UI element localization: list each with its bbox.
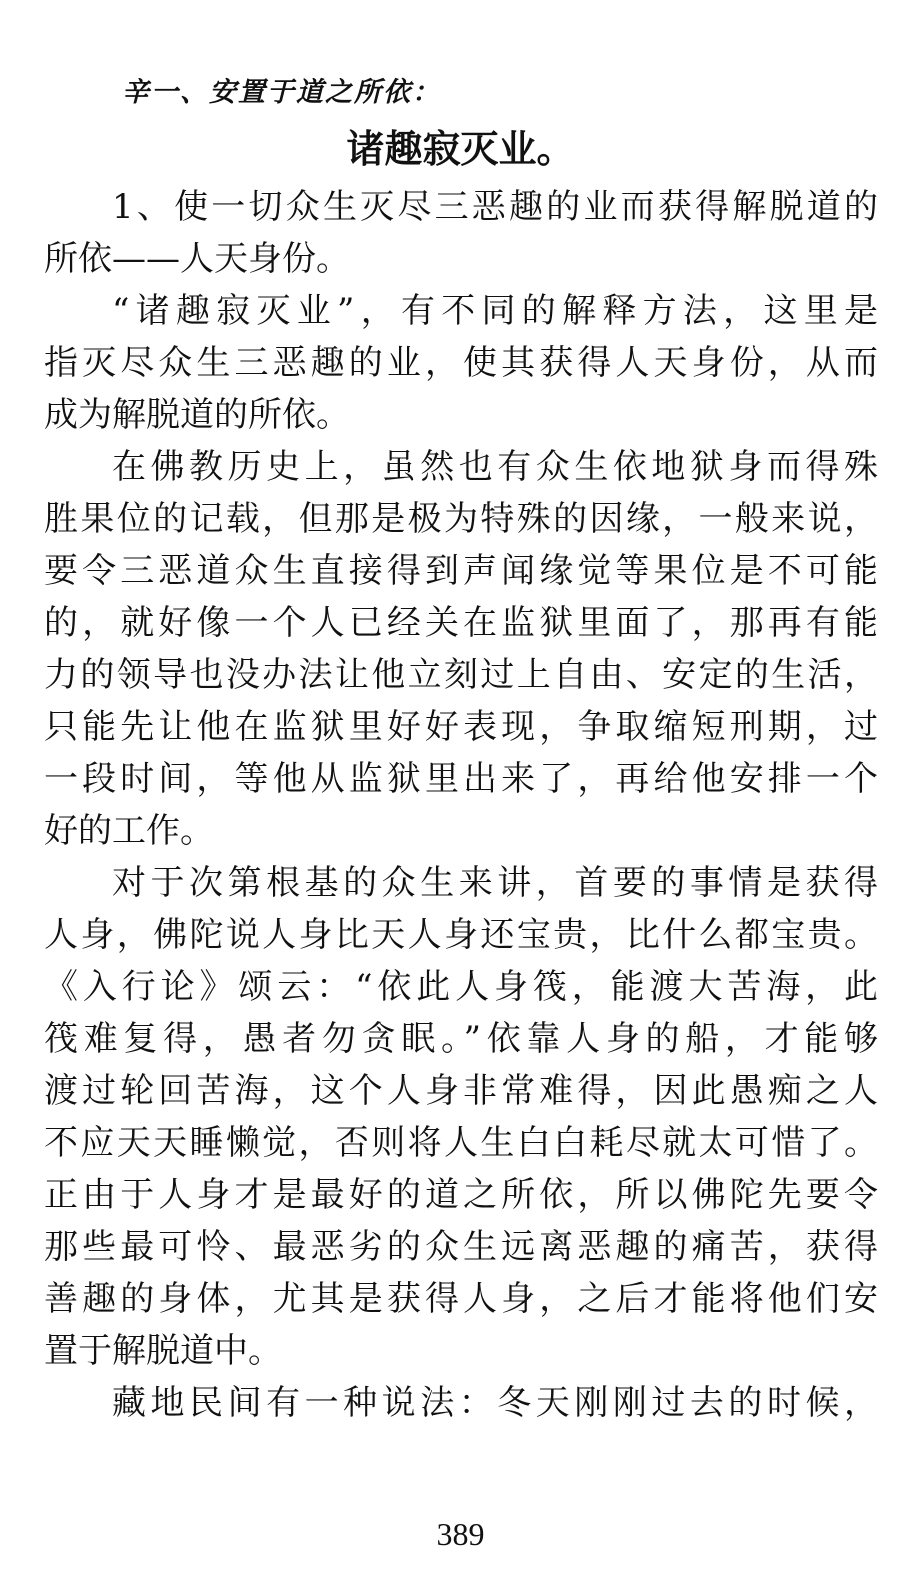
text-line: 力的领导也没办法让他立刻过上自由、安定的生活， [44, 655, 878, 695]
text-line: 好的工作。 [44, 811, 214, 851]
text-line: 所依——人天身份。 [44, 239, 350, 279]
text-line: 渡过轮回苦海，这个人身非常难得，因此愚痴之人 [44, 1071, 878, 1111]
text-line: 藏地民间有一种说法：冬天刚刚过去的时候， [112, 1383, 878, 1423]
verse-title: 诸趣寂灭业。 [346, 127, 575, 171]
text-line: 的，就好像一个人已经关在监狱里面了，那再有能 [44, 603, 878, 643]
text-line: 1、使一切众生灭尽三恶趣的业而获得解脱道的 [112, 187, 878, 227]
text-line: 善趣的身体，尤其是获得人身，之后才能将他们安 [44, 1279, 878, 1319]
text-line: 一段时间，等他从监狱里出来了，再给他安排一个 [44, 759, 878, 799]
text-line: 置于解脱道中。 [44, 1331, 282, 1371]
text-line: 正由于人身才是最好的道之所依，所以佛陀先要令 [44, 1175, 878, 1215]
text-line: 不应天天睡懒觉，否则将人生白白耗尽就太可惜了。 [44, 1123, 878, 1163]
text-line: 那些最可怜、最恶劣的众生远离恶趣的痛苦，获得 [44, 1227, 878, 1267]
section-heading: 辛一、安置于道之所依： [122, 77, 441, 108]
page-number: 389 [436, 1516, 485, 1552]
text-line: 筏难复得，愚者勿贪眠。”依靠人身的船，才能够 [44, 1019, 878, 1059]
text-line: 成为解脱道的所依。 [44, 395, 350, 435]
text-line: 指灭尽众生三恶趣的业，使其获得人天身份，从而 [44, 343, 878, 383]
text-line: 只能先让他在监狱里好好表现，争取缩短刑期，过 [44, 707, 878, 747]
text-line: 要令三恶道众生直接得到声闻缘觉等果位是不可能 [44, 551, 878, 591]
text-line: 在佛教历史上，虽然也有众生依地狱身而得殊 [112, 447, 878, 487]
text-line: “诸趣寂灭业”，有不同的解释方法，这里是 [112, 291, 878, 331]
text-line: 《入行论》颂云：“依此人身筏，能渡大苦海，此 [44, 967, 878, 1007]
text-line: 对于次第根基的众生来讲，首要的事情是获得 [112, 863, 878, 903]
text-line: 人身，佛陀说人身比天人身还宝贵，比什么都宝贵。 [44, 915, 878, 955]
text-line: 胜果位的记载，但那是极为特殊的因缘，一般来说， [44, 499, 878, 539]
